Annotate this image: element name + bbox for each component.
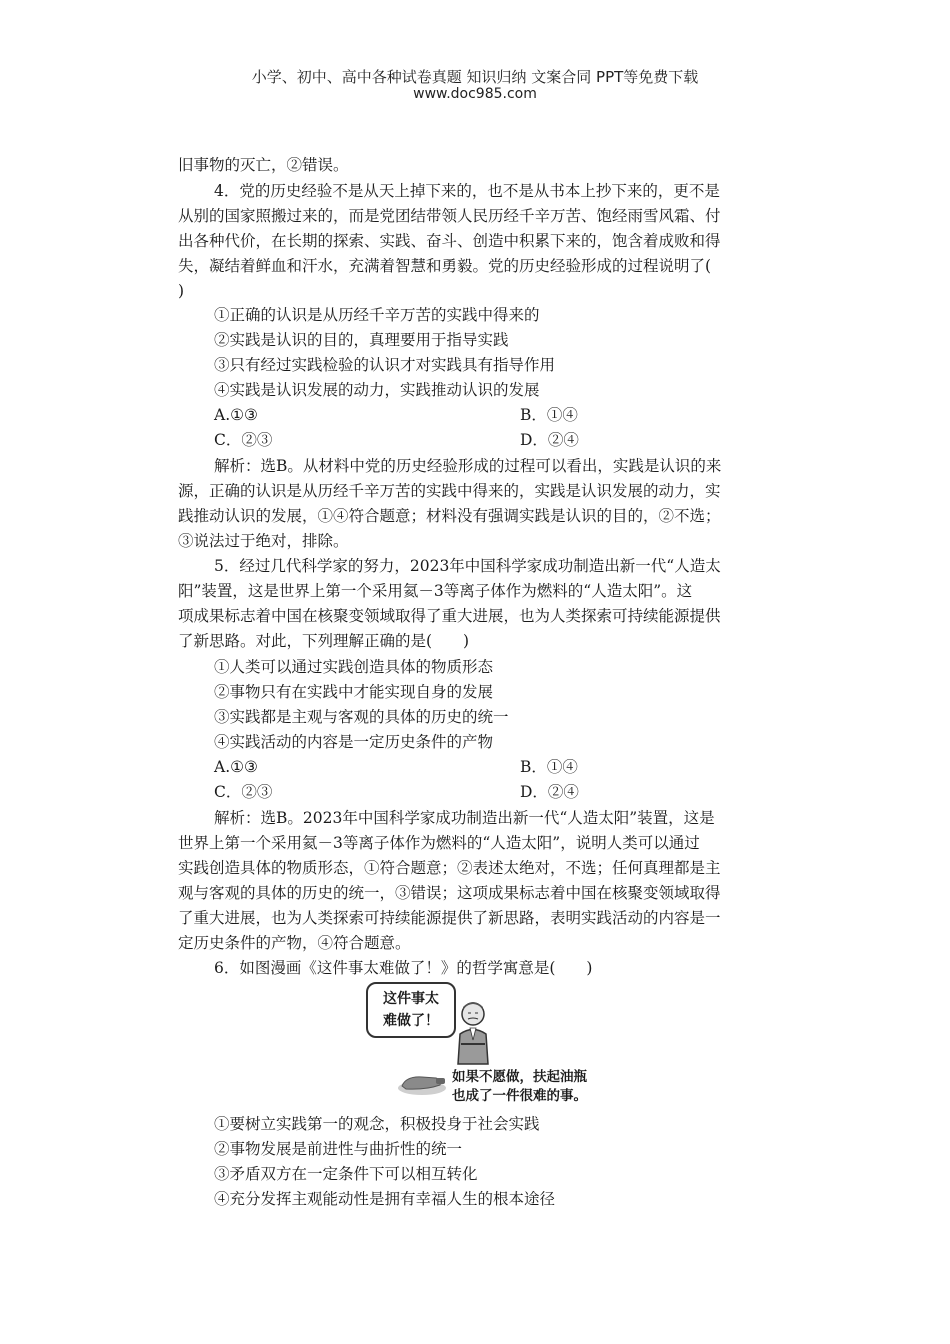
q6-item-4: ④充分发挥主观能动性是拥有幸福人生的根本途径 <box>214 1190 556 1208</box>
q5-stem-line: 项成果标志着中国在核聚变领域取得了重大进展，也为人类探索可持续能源提供 <box>178 607 721 625</box>
q4-item-2: ②实践是认识的目的，真理要用于指导实践 <box>214 331 509 349</box>
q4-option-c: C．②③ <box>214 431 273 449</box>
q4-item-1: ①正确的认识是从历经千辛万苦的实践中得来的 <box>214 306 540 324</box>
q4-option-a: A.①③ <box>214 406 258 424</box>
q5-stem-line: 阳”装置，这是世界上第一个采用氦－3等离子体作为燃料的“人造太阳”。这 <box>178 582 693 600</box>
q4-option-d: D．②④ <box>520 431 579 449</box>
q4-stem-line: 从别的国家照搬过来的，而是党团结带领人民历经千辛万苦、饱经雨雪风霜、付 <box>178 207 721 225</box>
continuation-text: 旧事物的灭亡，②错误。 <box>178 156 349 174</box>
q5-analysis-line: 观与客观的具体的历史的统一，③错误；这项成果标志着中国在核聚变领域取得 <box>178 884 721 902</box>
header-url: www.doc985.com <box>413 86 537 102</box>
q4-option-b: B．①④ <box>520 406 578 424</box>
q5-option-b: B．①④ <box>520 758 578 776</box>
q6-stem: 6．如图漫画《这件事太难做了！》的哲学寓意是( ) <box>214 959 593 977</box>
q5-item-2: ②事物只有在实践中才能实现自身的发展 <box>214 683 494 701</box>
q5-item-3: ③实践都是主观与客观的具体的历史的统一 <box>214 708 509 726</box>
speech-bubble <box>366 982 456 1038</box>
cartoon-illustration <box>360 982 620 1106</box>
q4-item-3: ③只有经过实践检验的认识才对实践具有指导作用 <box>214 356 556 374</box>
q5-option-d: D．②④ <box>520 783 579 801</box>
speech-bubble-line: 这件事太 <box>383 991 439 1007</box>
q5-analysis-line: 解析：选B。2023年中国科学家成功制造出新一代“人造太阳”装置，这是 <box>214 809 715 827</box>
q4-item-4: ④实践是认识发展的动力，实践推动认识的发展 <box>214 381 540 399</box>
q4-analysis-line: 源，正确的认识是从历经千辛万苦的实践中得来的，实践是认识发展的动力，实 <box>178 482 721 500</box>
q5-analysis-line: 定历史条件的产物，④符合题意。 <box>178 934 411 952</box>
speech-bubble-line: 难做了！ <box>383 1013 439 1029</box>
q5-option-c: C．②③ <box>214 783 273 801</box>
q6-item-1: ①要树立实践第一的观念，积极投身于社会实践 <box>214 1115 540 1133</box>
q5-analysis-line: 了重大进展，也为人类探索可持续能源提供了新思路，表明实践活动的内容是一 <box>178 909 721 927</box>
q4-stem-line: ) <box>178 282 185 300</box>
q5-stem-line: 了新思路。对此，下列理解正确的是( ) <box>178 632 470 650</box>
header-banner: 小学、初中、高中各种试卷真题 知识归纳 文案合同 PPT等免费下载 <box>251 68 699 86</box>
q5-stem-line: 5．经过几代科学家的努力，2023年中国科学家成功制造出新一代“人造太 <box>214 557 721 575</box>
q6-item-3: ③矛盾双方在一定条件下可以相互转化 <box>214 1165 478 1183</box>
q4-stem-line: 失，凝结着鲜血和汗水，充满着智慧和勇毅。党的历史经验形成的过程说明了( <box>178 257 712 275</box>
q5-analysis-line: 实践创造具体的物质形态，①符合题意；②表述太绝对，不选；任何真理都是主 <box>178 859 721 877</box>
q5-item-1: ①人类可以通过实践创造具体的物质形态 <box>214 658 494 676</box>
q5-item-4: ④实践活动的内容是一定历史条件的产物 <box>214 733 494 751</box>
fallen-oil-bottle-icon <box>396 1068 448 1098</box>
businessman-figure-icon <box>452 1000 494 1066</box>
q4-analysis-line: 解析：选B。从材料中党的历史经验形成的过程可以看出，实践是认识的来 <box>214 457 722 475</box>
cartoon-caption-line: 如果不愿做，扶起油瓶 <box>452 1069 587 1085</box>
q4-analysis-line: 践推动认识的发展，①④符合题意；材料没有强调实践是认识的目的，②不选； <box>178 507 721 525</box>
q5-analysis-line: 世界上第一个采用氦－3等离子体作为燃料的“人造太阳”，说明人类可以通过 <box>178 834 700 852</box>
q5-option-a: A.①③ <box>214 758 258 776</box>
cartoon-caption <box>452 1068 587 1106</box>
q4-stem-line: 出各种代价，在长期的探索、实践、奋斗、创造中积累下来的，饱含着成败和得 <box>178 232 721 250</box>
q6-item-2: ②事物发展是前进性与曲折性的统一 <box>214 1140 463 1158</box>
q4-analysis-line: ③说法过于绝对，排除。 <box>178 532 349 550</box>
q4-stem-line: 4．党的历史经验不是从天上掉下来的，也不是从书本上抄下来的，更不是 <box>214 182 720 200</box>
cartoon-caption-line: 也成了一件很难的事。 <box>452 1088 587 1104</box>
